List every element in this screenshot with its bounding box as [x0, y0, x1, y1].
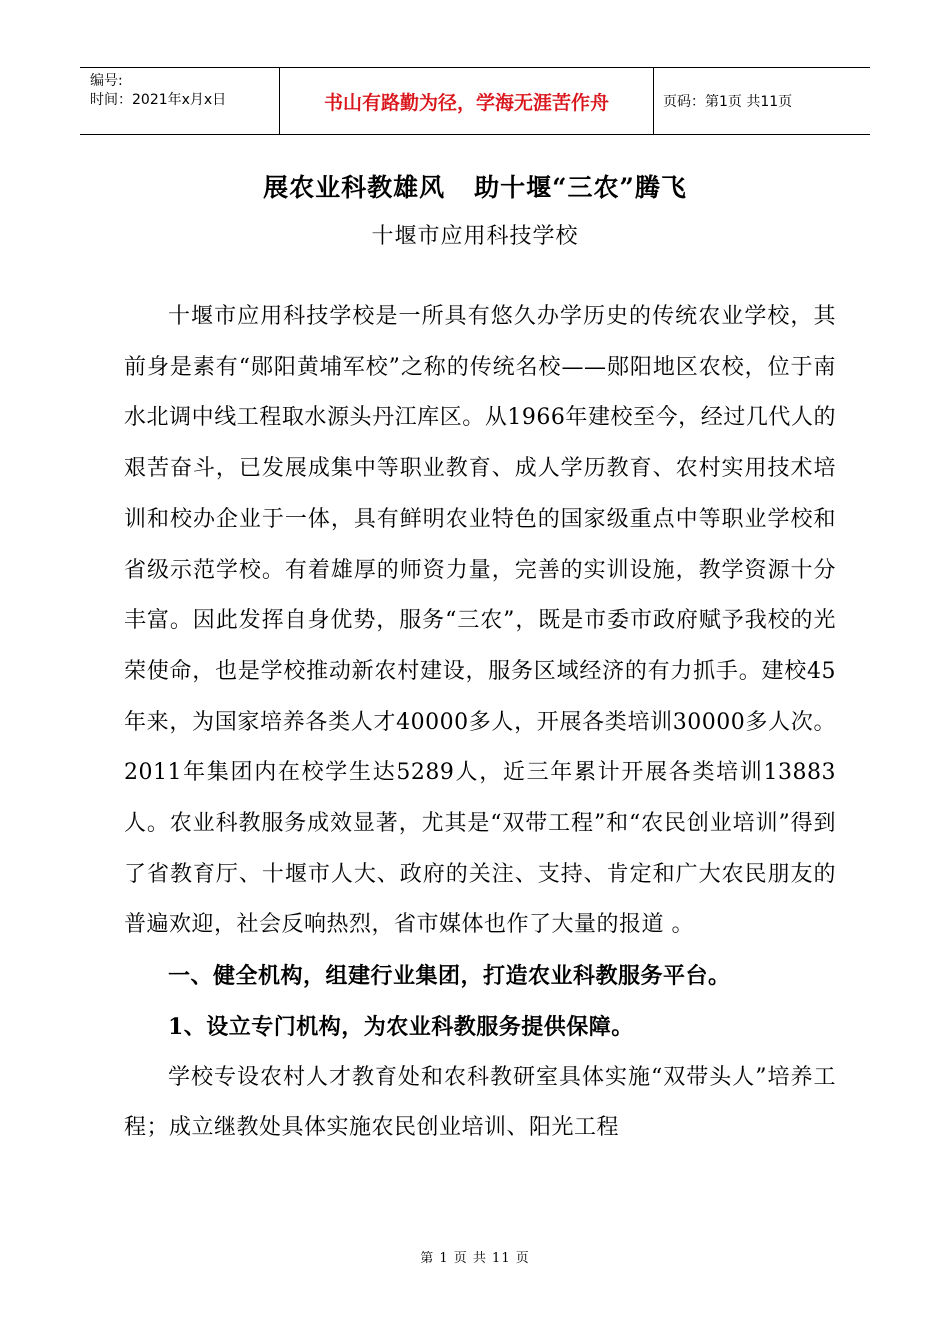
- document-body: [124, 292, 836, 1154]
- header-page-info: 页码：第1页 共11页: [663, 94, 793, 110]
- header-meta-cell: [80, 68, 280, 134]
- header-motto: 书山有路勤为径，学海无涯苦作舟: [280, 68, 654, 134]
- document-author: 十堰市应用科技学校: [371, 224, 579, 249]
- body-paragraph: 十堰市应用科技学校是一所具有悠久办学历史的传统农业学校，其前身是素有“郧阳黄埔军校”之称的传统名校——郧阳地区农校，位于南水北调中线工程取水源头丹江库区。从1966年建校至今，经过几代人的艰苦奋斗，已发展成集中等职业教育、成人学历教育、农村实用技术培训和校办企业于一体，具有鲜明农业特色的国家级重点中等职业学校和省级示范学校。有着雄厚的师资力量，完善的实训设施，教学资源十分丰富。因此发挥自身优势，服务“三农”，既是市委市政府赋予我校的光荣使命，也是学校推动新农村建设，服务区域经济的有力抓手。建校45年来，为国家培养各类人才40000多人，开展各类培训30000多人次。2011年集团内在校学生达5289人，近三年累计开展各类培训13883人。农业科教服务成效显著，尤其是“双带工程”和“农民创业培训”得到了省教育厅、十堰市人大、政府的关注、支持、肯定和广大农民朋友的普遍欢迎，社会反响热烈，省市媒体也作了大量的报道 。: [124, 304, 836, 938]
- time-label: 时间：2021年x月x日: [90, 92, 227, 108]
- subsection-heading: 1、设立专门机构，为农业科教服务提供保障。: [168, 1013, 634, 1040]
- document-title: 展农业科教雄风 助十堰“三农”腾飞: [263, 173, 687, 202]
- number-label: 编号:: [90, 73, 123, 89]
- section-heading: 一、健全机构，组建行业集团，打造农业科教服务平台。: [168, 963, 731, 990]
- page-footer: 第 1 页 共 11 页: [420, 1251, 530, 1266]
- document-header: [80, 67, 870, 135]
- body-paragraph: 学校专设农村人才教育处和农科教研室具体实施“双带头人”培养工程；成立继教处具体实施农民创业培训、阳光工程: [124, 1064, 836, 1141]
